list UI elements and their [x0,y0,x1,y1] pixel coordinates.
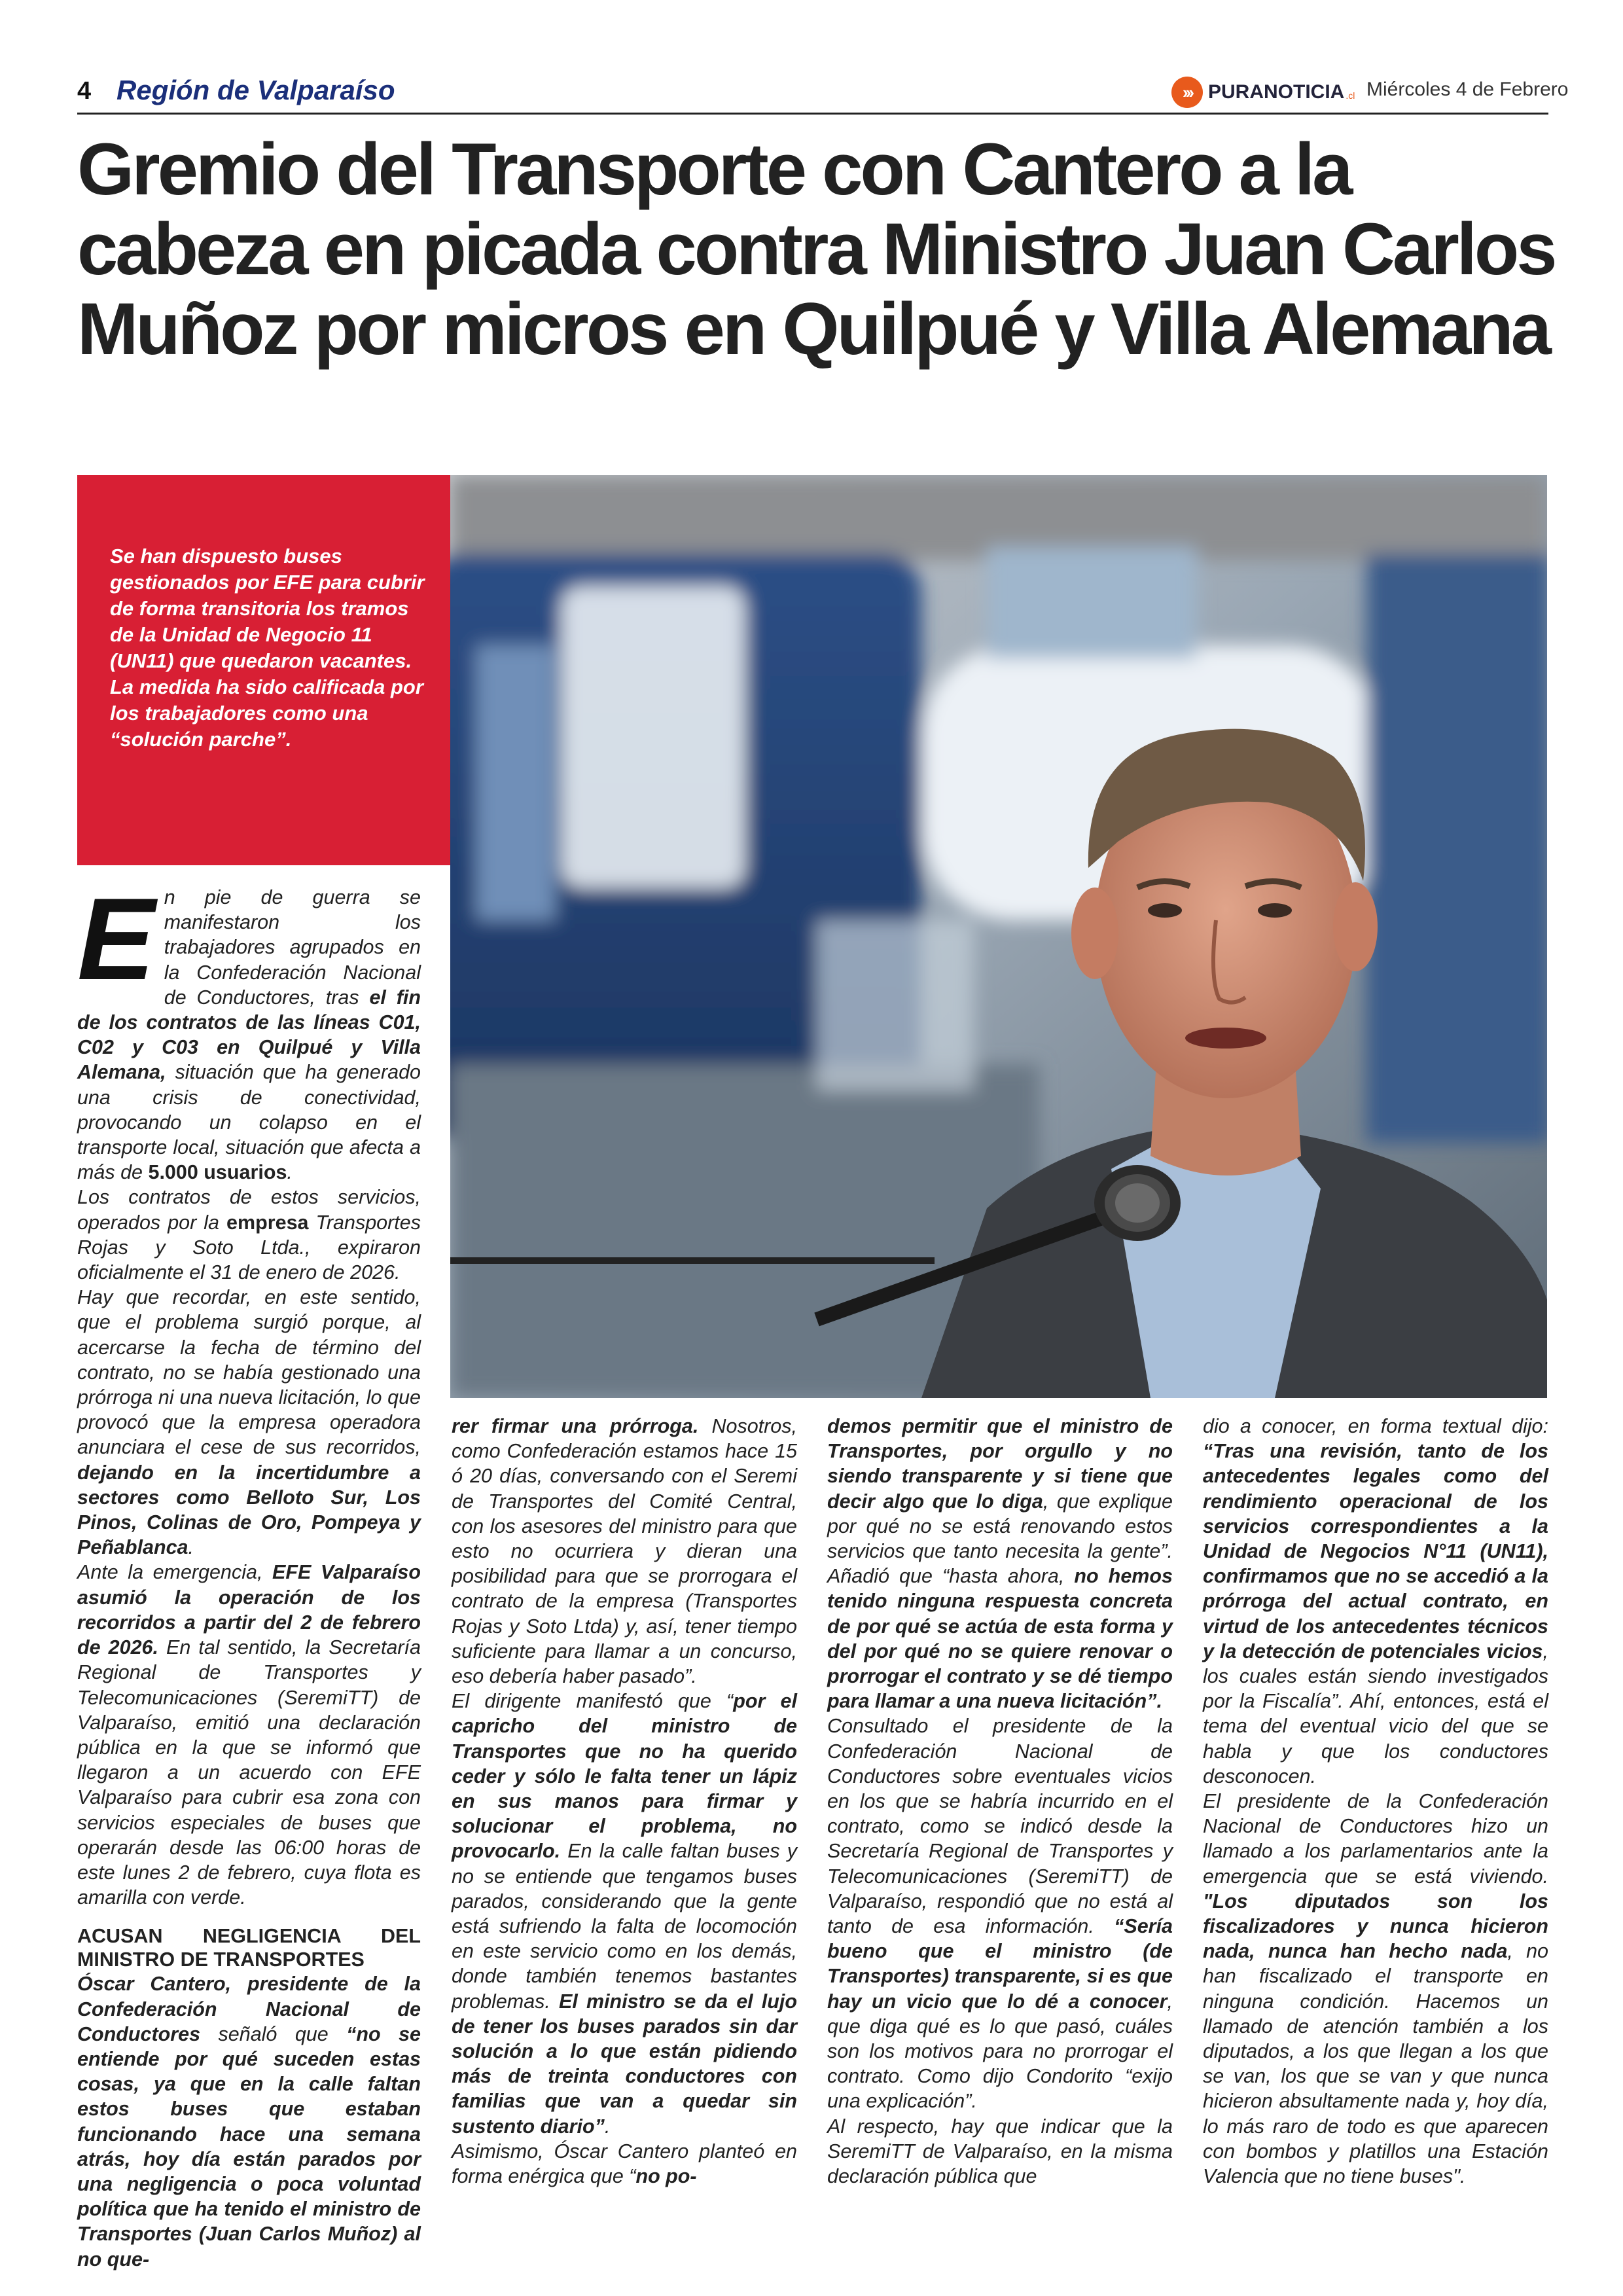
article-column-4 [1203,1414,1548,2189]
quote-bold: “no se entiende por qué suceden estas cosas, ya que en la calle faltan estos buses que estaban funcionando hace una semana atrás, hoy día están parados por una negligencia o poca voluntad política que ha tenido el ministro de Transportes (Juan Carlos Muñoz) al no que- [77,2022,421,2270]
body-text: Al respecto, hay que indicar que la SeremiTT de Valparaíso, en la misma declaración pública que [827,2115,1173,2188]
body-text-bold: Óscar Cantero, presidente de la Confederación Nacional de Conductores [77,1973,421,2045]
body-text: situación que ha generado una crisis de conectividad, provocando un colapso en el transporte local, situación que afecta a más de [77,1061,421,1184]
body-text: . [188,1536,194,1559]
page-number: 4 [77,77,92,105]
quote-bold: no po- [635,2165,697,2188]
body-text: El dirigente manifestó que “ [452,1690,734,1713]
lead-text: Se han dispuesto buses gestionados por EFE para cubrir de forma transitoria los tramos de la Unidad de Negocio 11 (UN11) que quedaron vacantes. La medida ha sido calificada por los trabajadores como una “solución parche”. [110,545,425,751]
quote-bold: por el capricho del ministro de Transportes que no ha querido ceder y sólo le falta tener un lápiz en sus manos para firmar y solucionar el problema, no provocarlo. [452,1690,797,1863]
body-text: Ante la emergencia, [77,1561,272,1584]
body-text: . [604,2115,611,2138]
body-text-bold: EFE Valparaíso asumió la operación de los recorridos a partir del 2 de febrero de 2026. [77,1561,421,1659]
logo-name: PURANOTICIA [1208,81,1345,103]
body-text-bold: 5.000 usuarios [148,1161,287,1184]
issue-date: Miércoles 4 de Febrero [1366,79,1569,100]
body-text-bold: empresa [226,1211,309,1234]
body-text: dio a conocer, en forma textual dijo: [1203,1415,1548,1437]
body-text-bold: dejando en la incertidumbre a sectores como Belloto Sur, Los Pinos, Colinas de Oro, Pompeya y Peñablanca [77,1461,421,1559]
puranoticia-logo [1171,76,1355,109]
body-text: Hay que recordar, en este sentido, que el problema surgió porque, al acercarse la fecha de término del contrato, no se había gestionado una prórroga ni una nueva licitación, lo que provocó que la empresa operadora anunciara el cese de sus recorridos, [77,1286,421,1459]
subheading: ACUSAN NEGLIGENCIA DEL MINISTRO DE TRANSPORTES [77,1925,421,1971]
headline: Gremio del Transporte con Cantero a la cabeza en picada contra Ministro Juan Carlos Muñoz por micros en Quilpué y Villa Alemana [77,128,1555,370]
section-title: Región de Valparaíso [116,75,395,105]
body-text: n pie de guerra se manifestaron los trabajadores agrupados en la Confederación Nacional de Conductores, tras [164,886,421,1009]
article-column-3 [827,1414,1173,2189]
header-divider [77,113,1548,115]
quote-bold: rer firmar una prórroga. [452,1415,699,1437]
logo-tld: .cl [1346,90,1355,101]
body-text: Consultado el presidente de la Confederación Nacional de Conductores sobre eventuales vicios en los que se habría incurrido en el contrato, como se indicó desde la Secretaría Regional de Transportes y Telecomunicaciones (SeremiTT) de Valparaíso, respondió que no está al tanto de esa información. [827,1715,1173,1938]
body-text: . [287,1161,293,1184]
body-text: , los cuales están siendo investigados por la Fiscalía”. Ahí, entonces, está el tema del eventual vicio del que se habla y que los conductores desconocen. [1203,1640,1548,1787]
quote-bold: El ministro se da el lujo de tener los buses parados sin dar solución a lo que están pidiendo más de treinta conductores con familias que van a quedar sin sustento diario” [452,1990,797,2138]
body-text: Asimismo, Óscar Cantero planteó en forma enérgica que “ [452,2140,797,2188]
body-text: Nosotros, como Confederación estamos hace 15 ó 20 días, conversando con el Seremi de Transportes del Comité Central, con los asesores del ministro para que esto no ocurriera y dieran una posibilidad para que se prorrogara el contrato de la empresa (Transportes Rojas y Soto Ltda) y, así, tener tiempo suficiente para llamar a un concurso, eso debería haber pasado”. [452,1415,797,1688]
quote-bold: no hemos tenido ninguna respuesta concreta de por qué se actúa de esta forma y del por qué no se quiere renovar o prorrogar el contrato y se dé tiempo para llamar a una nueva licitación”. [827,1565,1173,1713]
quote-bold: “Tras una revisión, tanto de los antecedentes legales como del rendimiento operacional de los servicios correspondientes a la Unidad de Negocios N°11 (UN11), confirmamos que no se accedió a la prórroga del actual contrato, en virtud de los antecedentes técnicos y la detección de potenciales vicios [1203,1440,1548,1662]
article-photo [450,475,1547,1398]
quote-bold: "Los diputados son los fiscalizadores y nunca hicieron nada, nunca han hecho nada [1203,1890,1548,1963]
body-text-bold: el fin de los contratos de las líneas C01, C02 y C03 en Quilpué y Villa Alemana, [77,986,421,1084]
body-text: , no han fiscalizado el transporte en ninguna condición. Hacemos un llamado de atención también a los diputados, a los que llegan a los que se van, los que se van y que nunca hicieron absultamente nada y, hoy día, lo más raro de todo es que aparecen con bombos y platillos una Estación Valencia que no tiene buses". [1203,1940,1548,2188]
body-text: El presidente de la Confederación Nacional de Conductores hizo un llamado a los parlamentarios ante la emergencia que se está viviendo. [1203,1790,1548,1888]
body-text: , que diga qué es lo que pasó, cuáles son los motivos para no prorrogar el contrato. Como dijo Condorito “exijo una explicación”. [827,1990,1173,2113]
dropcap: E [77,874,155,1004]
article-column-1 [77,874,421,2272]
logo-arrows-icon: ››› [1171,77,1203,108]
quote-bold: demos permitir que el ministro de Transportes, por orgullo y no siendo transparente y si tiene que decir algo que lo diga [827,1415,1173,1513]
body-text: En la calle faltan buses y no se entiende que tengamos buses parados, considerando que la gente está sufriendo la falta de locomoción en este servicio como en los demás, donde también tenemos bastantes problemas. [452,1840,797,2013]
article-column-2 [452,1414,797,2189]
body-text: , que explique por qué no se está renovando estos servicios que tanto necesita la gente”. Añadió que “hasta ahora, [827,1490,1173,1588]
quote-bold: “Sería bueno que el ministro (de Transportes) transparente, si es que hay un vicio que lo dé a conocer [827,1915,1173,2013]
body-text: señaló que [200,2022,347,2045]
body-text: Transportes Rojas y Soto Ltda., expiraron oficialmente el 31 de enero de 2026. [77,1211,421,1284]
body-text: En tal sentido, la Secretaría Regional de Transportes y Telecomunicaciones (SeremiTT) de Valparaíso, emitió una declaración pública en la que se informó que llegaron a un acuerdo con EFE Valparaíso para cubrir esa zona con servicios especiales de buses que operarán desde las 06:00 horas de este lunes 2 de febrero, cuya flota es amarilla con verde. [77,1636,421,1909]
body-text: Los contratos de estos servicios, operados por la [77,1186,421,1234]
